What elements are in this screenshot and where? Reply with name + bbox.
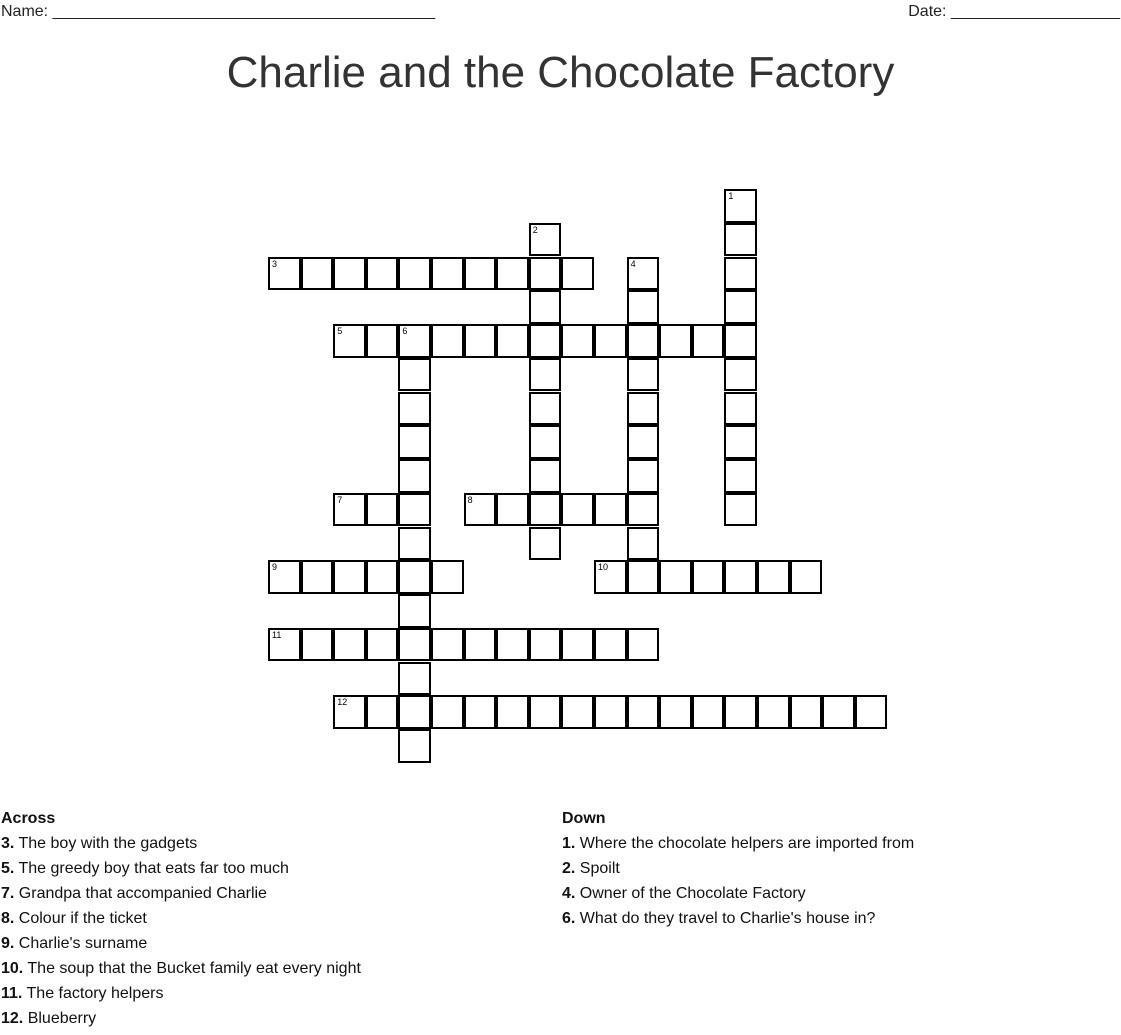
across-heading: Across [1, 810, 56, 827]
crossword-cell[interactable] [627, 425, 660, 459]
crossword-cell[interactable] [431, 628, 464, 662]
crossword-cell[interactable] [398, 594, 431, 628]
clue-down-1: 1. Where the chocolate helpers are imported from [562, 835, 915, 852]
crossword-cell[interactable] [561, 493, 594, 527]
across-clues [1, 810, 361, 1035]
crossword-cell[interactable] [398, 425, 431, 459]
crossword-cell[interactable] [366, 257, 399, 291]
clue-number: 12 [337, 697, 348, 708]
crossword-cell[interactable] [594, 560, 627, 594]
crossword-cell[interactable] [431, 257, 464, 291]
crossword-cell[interactable] [724, 392, 757, 426]
crossword-cell[interactable] [366, 324, 399, 358]
crossword-cell[interactable] [594, 493, 627, 527]
crossword-cell[interactable] [724, 695, 757, 729]
clue-number: 7 [337, 494, 343, 505]
crossword-cell[interactable] [627, 459, 660, 493]
crossword-cell[interactable] [464, 628, 497, 662]
crossword-cell[interactable] [822, 695, 855, 729]
crossword-cell[interactable] [333, 628, 366, 662]
crossword-cell[interactable] [333, 324, 366, 358]
crossword-cell[interactable] [398, 257, 431, 291]
crossword-cell[interactable] [398, 527, 431, 561]
crossword-cell[interactable] [757, 560, 790, 594]
clue-number: 6 [402, 326, 408, 336]
clue-number: 10 [598, 562, 609, 573]
clue-across-3: 3. The boy with the gadgets [1, 835, 198, 852]
clue-across-10: 10. The soup that the Bucket family eat every night [1, 960, 361, 977]
crossword-cell[interactable] [529, 459, 562, 493]
down-clues [562, 810, 914, 935]
crossword-cell[interactable] [366, 493, 399, 527]
crossword-cell[interactable] [627, 324, 660, 358]
crossword-cell[interactable] [431, 695, 464, 729]
clue-number: 3 [272, 258, 278, 269]
crossword-cell[interactable] [692, 324, 725, 358]
crossword-cell[interactable] [561, 257, 594, 291]
crossword-cell[interactable] [724, 560, 757, 594]
clue-number: 2 [532, 224, 538, 235]
clue-across-9: 9. Charlie's surname [1, 935, 148, 952]
crossword-cell[interactable] [529, 493, 562, 527]
crossword-cell[interactable] [529, 392, 562, 426]
crossword-cell[interactable] [431, 560, 464, 594]
crossword-cell[interactable] [398, 695, 431, 729]
clue-number: 8 [467, 494, 473, 505]
crossword-cell[interactable] [724, 257, 757, 291]
crossword-cell[interactable] [529, 257, 562, 291]
crossword-cell[interactable] [398, 560, 431, 594]
crossword-cell[interactable] [464, 324, 497, 358]
crossword-cell[interactable] [627, 527, 660, 561]
crossword-cell[interactable] [627, 257, 660, 291]
clue-down-2: 2. Spoilt [562, 860, 620, 877]
crossword-cell[interactable] [724, 324, 757, 358]
crossword-cell[interactable] [398, 628, 431, 662]
clue-number: 1 [728, 191, 734, 201]
crossword-cell[interactable] [627, 628, 660, 662]
crossword-cell[interactable] [790, 560, 823, 594]
crossword-cell[interactable] [561, 324, 594, 358]
crossword-cell[interactable] [594, 695, 627, 729]
crossword-cell[interactable] [496, 257, 529, 291]
crossword-cell[interactable] [659, 324, 692, 358]
crossword-cell[interactable] [627, 290, 660, 324]
crossword-cell[interactable] [529, 628, 562, 662]
clue-across-12: 12. Blueberry [1, 1010, 97, 1027]
name-field[interactable]: Name: ___________________________________________ [1, 3, 436, 20]
crossword-cell[interactable] [268, 628, 301, 662]
date-field[interactable]: Date: ___________________ [908, 3, 1120, 20]
crossword-cell[interactable] [724, 223, 757, 257]
crossword-cell[interactable] [496, 493, 529, 527]
crossword-cell[interactable] [561, 695, 594, 729]
crossword-cell[interactable] [627, 358, 660, 392]
crossword-cell[interactable] [529, 223, 562, 257]
crossword-cell[interactable] [692, 560, 725, 594]
crossword-cell[interactable] [757, 695, 790, 729]
crossword-cell[interactable] [790, 695, 823, 729]
crossword-cell[interactable] [529, 695, 562, 729]
crossword-cell[interactable] [594, 324, 627, 358]
crossword-cell[interactable] [627, 392, 660, 426]
crossword-cell[interactable] [301, 560, 334, 594]
page-title: Charlie and the Chocolate Factory [226, 48, 895, 97]
crossword-cell[interactable] [529, 290, 562, 324]
crossword-cell[interactable] [366, 560, 399, 594]
crossword-cell[interactable] [627, 493, 660, 527]
crossword-cell[interactable] [529, 358, 562, 392]
crossword-cell[interactable] [333, 493, 366, 527]
crossword-cell[interactable] [333, 560, 366, 594]
crossword-cell[interactable] [398, 459, 431, 493]
clue-number: 4 [630, 258, 636, 269]
crossword-cell[interactable] [398, 358, 431, 392]
crossword-cell[interactable] [659, 560, 692, 594]
crossword-cell[interactable] [724, 459, 757, 493]
crossword-cell[interactable] [529, 527, 562, 561]
crossword-cell[interactable] [333, 695, 366, 729]
clue-across-5: 5. The greedy boy that eats far too much [1, 860, 289, 877]
crossword-cell[interactable] [431, 324, 464, 358]
crossword-cell[interactable] [724, 290, 757, 324]
crossword-cell[interactable] [464, 493, 497, 527]
crossword-cell[interactable] [627, 560, 660, 594]
crossword-cell[interactable] [724, 358, 757, 392]
clue-down-4: 4. Owner of the Chocolate Factory [562, 885, 806, 902]
crossword-cell[interactable] [496, 628, 529, 662]
crossword-cell[interactable] [724, 189, 757, 223]
crossword-cell[interactable] [301, 628, 334, 662]
crossword-cell[interactable] [268, 560, 301, 594]
clue-number: 5 [337, 326, 343, 336]
crossword-cell[interactable] [398, 392, 431, 426]
down-heading: Down [562, 810, 606, 827]
crossword-cell[interactable] [333, 257, 366, 291]
clue-across-11: 11. The factory helpers [1, 985, 164, 1002]
crossword-cell[interactable] [529, 324, 562, 358]
crossword-cell[interactable] [268, 257, 301, 291]
crossword-cell[interactable] [724, 493, 757, 527]
crossword-cell[interactable] [366, 695, 399, 729]
crossword-cell[interactable] [398, 493, 431, 527]
crossword-cell[interactable] [529, 425, 562, 459]
crossword-cell[interactable] [496, 695, 529, 729]
crossword-cell[interactable] [594, 628, 627, 662]
clue-number: 11 [272, 629, 282, 640]
crossword-cell[interactable] [464, 695, 497, 729]
crossword-cell[interactable] [692, 695, 725, 729]
crossword-cell[interactable] [398, 662, 431, 696]
clue-number: 9 [272, 562, 278, 573]
crossword-cell[interactable] [366, 628, 399, 662]
clue-across-7: 7. Grandpa that accompanied Charlie [1, 885, 267, 902]
crossword-cell[interactable] [724, 425, 757, 459]
clue-down-6: 6. What do they travel to Charlie's house in? [562, 910, 876, 927]
crossword-cell[interactable] [301, 257, 334, 291]
crossword-cell[interactable] [398, 324, 431, 358]
crossword-cell[interactable] [627, 695, 660, 729]
crossword-cell[interactable] [496, 324, 529, 358]
clue-across-8: 8. Colour if the ticket [1, 910, 147, 927]
crossword-cell[interactable] [855, 695, 888, 729]
crossword-cell[interactable] [659, 695, 692, 729]
crossword-cell[interactable] [561, 628, 594, 662]
crossword-cell[interactable] [464, 257, 497, 291]
crossword-cell[interactable] [398, 729, 431, 763]
